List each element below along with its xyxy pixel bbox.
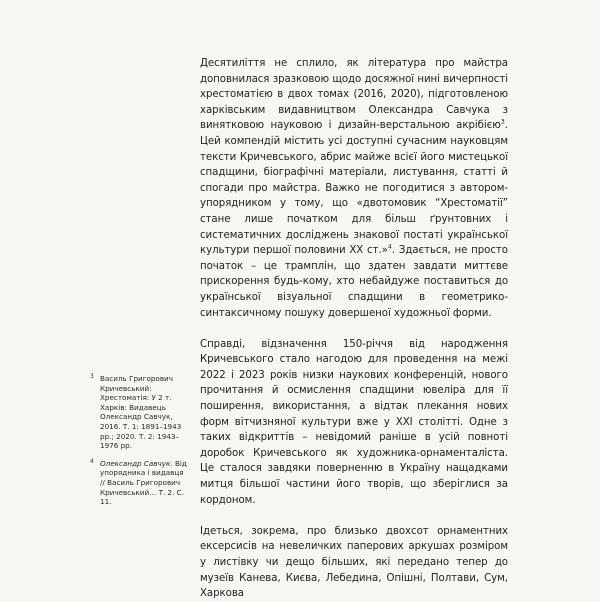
paragraph-1-text-c: . Здається, не просто початок – це трамплін, що здатен завдати миттєве прискорення будь-кому, хто небайдуже поставиться до української візуальної спадщини в геометрико-синтаксичному пошуку довершеної художньої форми.: [200, 245, 508, 319]
footnote-4: [90, 459, 190, 507]
paragraph-3: [200, 524, 508, 602]
footnote-author: Олександр Савчук.: [100, 458, 173, 468]
paragraph-2: [200, 337, 508, 509]
footnote-3: [90, 374, 190, 451]
footnote-author: Василь Григорович Кричевський:: [100, 374, 173, 393]
paragraph-1-text-b: . Цей компендій містить усі доступні сучасним науковцям тексти Кричевського, абрис майже всієї його мистецької спадщини, біографічні матеріали, листування, статті й спогади про майстра. Важко не погодитися з автором-упорядником у тому, що «двотомовик “Хрестоматії” стане лише початком для більш ґрунтовних і систематичних досліджень знакової постаті української культури першої половини ХХ ст.»: [200, 120, 508, 257]
main-text-column: [200, 56, 508, 602]
paragraph-3-text: Ідеться, зокрема, про близько двохсот орнаментних ексерсисів на невеличких паперових аркушах розміром у листівку чи дещо більших, які передано тепер до музеїв Канева, Києва, Лебедина, Опішні, Полтави, Сум, Харкова: [200, 525, 508, 600]
footnote-body: Хрестоматія: У 2 т. Харків: Видавець Олександр Савчук, 2016. Т. 1: 1891–1943 рр.; 2020. Т. 2: 1943–1976 рр.: [100, 393, 182, 451]
footnotes-column: [90, 374, 190, 507]
paragraph-1: [200, 56, 508, 321]
footnote-ref-4: 4: [387, 242, 392, 251]
paragraph-2-text: Справді, відзначення 150-річчя від народження Кричевського стало нагодою для проведення на межі 2022 і 2023 років низки наукових конференцій, нового прочитання й осмислення спадщини ювеліра для її поширення, використання, а відтак плекання нових форм вітчизняної культури вже у ХХІ столітті. Одне з таких відкриттів – невідомий раніше в усій повноті доробок Кричевського як художника-орнаменталіста. Це сталося завдяки поверненню в Україну нащадками митця більшої частини його творів, що зберіглися за кордоном.: [200, 338, 508, 506]
footnote-number: 3: [90, 374, 94, 380]
footnote-ref-3: 3: [500, 117, 505, 126]
paragraph-1-text-a: Десятиліття не сплило, як література про майстра доповнилася зразковою щодо досяжної нині вичерпності хрестоматією в двох томах (2016, 2020), підготовленою харківським видавництвом Олександра Савчука з винятковою науковою і дизайн-верстальною акрібією: [200, 58, 508, 132]
footnote-body: Від упорядника і видавця // Василь Григорович Кричевський… Т. 2. С. 11.: [100, 458, 187, 507]
footnote-number: 4: [90, 458, 94, 465]
